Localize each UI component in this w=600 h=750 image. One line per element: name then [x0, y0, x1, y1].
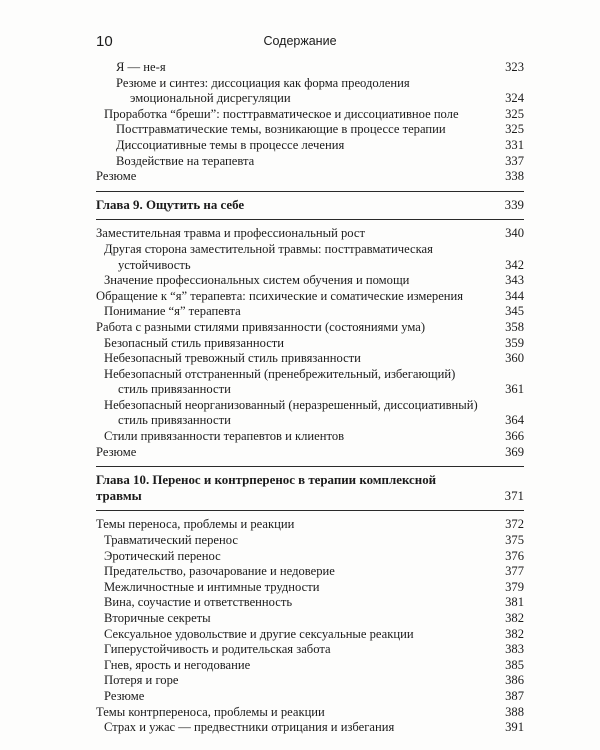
toc-entry-title: Темы контрпереноса, проблемы и реакции [96, 704, 325, 719]
toc-entry-page: 388 [505, 704, 524, 719]
toc-entry [96, 627, 524, 643]
toc-entry-page: 325 [505, 122, 524, 137]
toc-entry-title: Потеря и горе [104, 673, 179, 688]
toc-entry-page: 372 [505, 517, 524, 532]
toc-entry [96, 107, 524, 123]
toc-entry-title: Воздействие на терапевта [116, 153, 255, 168]
toc-entry [96, 398, 524, 429]
toc-entry [96, 564, 524, 580]
toc-entry-page: 323 [505, 60, 524, 74]
toc-entry [96, 517, 524, 533]
toc-entry-title: Небезопасный отстраненный (пренебрежительный, избегающий) [104, 366, 456, 381]
toc-entry [96, 720, 524, 736]
running-title: Содержание [263, 34, 337, 48]
toc-entry-page: 381 [505, 595, 524, 610]
toc-entry-title: Резюме [104, 688, 145, 703]
toc-entry [96, 611, 524, 627]
toc-entry-page: 342 [505, 257, 524, 272]
chapter-divider [96, 510, 524, 511]
toc-entry-title-continuation: стиль привязанности [118, 413, 231, 428]
toc-entry-title: Страх и ужас — предвестники отрицания и избегания [104, 720, 395, 735]
toc-entry-title: Я — не-я [116, 60, 166, 74]
toc-entry [96, 689, 524, 705]
toc-entry [96, 242, 524, 273]
toc-entry [96, 138, 524, 154]
toc-entry-title: Небезопасный тревожный стиль привязанности [104, 351, 361, 366]
toc-entry [96, 595, 524, 611]
toc-entry-title: Вторичные секреты [104, 611, 211, 625]
toc-entry [96, 367, 524, 398]
toc-entry-page: 345 [505, 304, 524, 319]
toc-entry-page: 369 [505, 444, 524, 459]
toc-entry [96, 705, 524, 721]
toc-entry-page: 383 [505, 642, 524, 657]
toc-entry-page: 344 [505, 288, 524, 303]
toc-entry-title: Стили привязанности терапевтов и клиентов [104, 429, 345, 444]
toc-entry [96, 60, 524, 76]
toc-entry-page: 391 [505, 720, 524, 735]
toc-entry-title: Проработка “бреши”: посттравматическое и диссоциативное поле [104, 106, 459, 121]
toc-entry-page: 331 [505, 137, 524, 152]
toc-chapter-title: Глава 10. Перенос и контрперенос в терапии комплексной травмы [96, 473, 437, 503]
toc-entry-title: Эротический перенос [104, 548, 221, 563]
toc-entry-title: Значение профессиональных систем обучения и помощи [104, 273, 410, 288]
toc-entry-page: 339 [504, 197, 524, 212]
toc-chapter-title: Глава 9. Ощутить на себе [96, 197, 245, 212]
toc-entry-title: Резюме [96, 169, 137, 184]
toc-entry [96, 273, 524, 289]
toc-entry-page: 377 [505, 564, 524, 579]
toc-entry-page: 340 [505, 226, 524, 241]
toc-entry [96, 429, 524, 445]
toc-entry-page: 337 [505, 153, 524, 168]
toc-entry-page: 325 [505, 106, 524, 121]
toc-entry-page: 387 [505, 688, 524, 703]
toc-entry-title: Межличностные и интимные трудности [104, 579, 320, 594]
toc-entry-title-continuation: эмоциональной дисрегуляции [130, 91, 291, 106]
toc-entry-page: 338 [505, 169, 524, 184]
toc-entry-title: Резюме [96, 444, 137, 459]
toc-entry [96, 580, 524, 596]
toc-entry-page: 360 [505, 351, 524, 366]
toc-entry-page: 324 [505, 91, 524, 106]
toc-entry [96, 642, 524, 658]
toc-entry-title: Заместительная травма и профессиональный рост [96, 226, 365, 241]
toc-entry [96, 122, 524, 138]
toc-entry-title: Травматический перенос [104, 533, 238, 548]
chapter-divider [96, 466, 524, 467]
toc-entry-title-continuation: устойчивость [118, 257, 191, 272]
toc-entry-title: Темы переноса, проблемы и реакции [96, 517, 295, 532]
toc-entry-page: 382 [505, 626, 524, 641]
toc-entry-title: Диссоциативные темы в процессе лечения [116, 137, 345, 152]
toc-entry-page: 359 [505, 335, 524, 350]
toc-entry-page: 379 [505, 579, 524, 594]
toc-entry-title: Сексуальное удовольствие и другие сексуальные реакции [104, 626, 414, 641]
toc-entry-page: 385 [505, 657, 524, 672]
toc-entry-page: 343 [505, 273, 524, 288]
toc-entry-title: Работа с разными стилями привязанности (состояниями ума) [96, 319, 426, 334]
toc-entry [96, 533, 524, 549]
toc-entry [96, 76, 524, 107]
toc-entry-title: Вина, соучастие и ответственность [104, 595, 293, 610]
toc-entry-page: 366 [505, 429, 524, 444]
toc-entry [96, 320, 524, 336]
toc-entry-title: Посттравматические темы, возникающие в процессе терапии [116, 122, 446, 137]
toc-entry [96, 169, 524, 185]
toc-entry [96, 445, 524, 461]
toc-entry [96, 154, 524, 170]
toc-entry-page: 376 [505, 548, 524, 563]
toc-entry-page: 386 [505, 673, 524, 688]
toc-entry-page: 375 [505, 533, 524, 548]
toc-entry-page: 371 [504, 488, 524, 503]
toc-entry-page: 364 [505, 413, 524, 428]
chapter-divider [96, 219, 524, 220]
page-number: 10 [96, 33, 113, 50]
table-of-contents [96, 60, 524, 736]
toc-entry-page: 358 [505, 319, 524, 334]
page-header [0, 33, 600, 53]
toc-entry [96, 289, 524, 305]
toc-entry [96, 336, 524, 352]
toc-entry [96, 549, 524, 565]
toc-entry-title: Безопасный стиль привязанности [104, 335, 285, 350]
toc-entry-title: Гнев, ярость и негодование [104, 657, 251, 672]
toc-entry-title: Гиперустойчивость и родительская забота [104, 642, 331, 657]
toc-entry-title: Другая сторона заместительной травмы: посттравматическая [104, 241, 433, 256]
toc-entry-title: Понимание “я” терапевта [104, 304, 241, 319]
toc-entry-title: Резюме и синтез: диссоциация как форма преодоления [116, 75, 410, 90]
toc-entry-title: Обращение к “я” терапевта: психические и соматические измерения [96, 288, 464, 303]
toc-entry [96, 226, 524, 242]
toc-entry [96, 351, 524, 367]
toc-entry [96, 673, 524, 689]
toc-chapter-heading [96, 198, 524, 214]
toc-chapter-heading [96, 473, 524, 504]
toc-entry-page: 361 [505, 382, 524, 397]
toc-entry-page: 382 [505, 611, 524, 625]
toc-entry-title-continuation: стиль привязанности [118, 382, 231, 397]
toc-entry-title: Предательство, разочарование и недоверие [104, 564, 335, 579]
toc-entry [96, 658, 524, 674]
toc-entry-title: Небезопасный неорганизованный (неразрешенный, диссоциативный) [104, 397, 478, 412]
chapter-divider [96, 191, 524, 192]
toc-entry [96, 304, 524, 320]
